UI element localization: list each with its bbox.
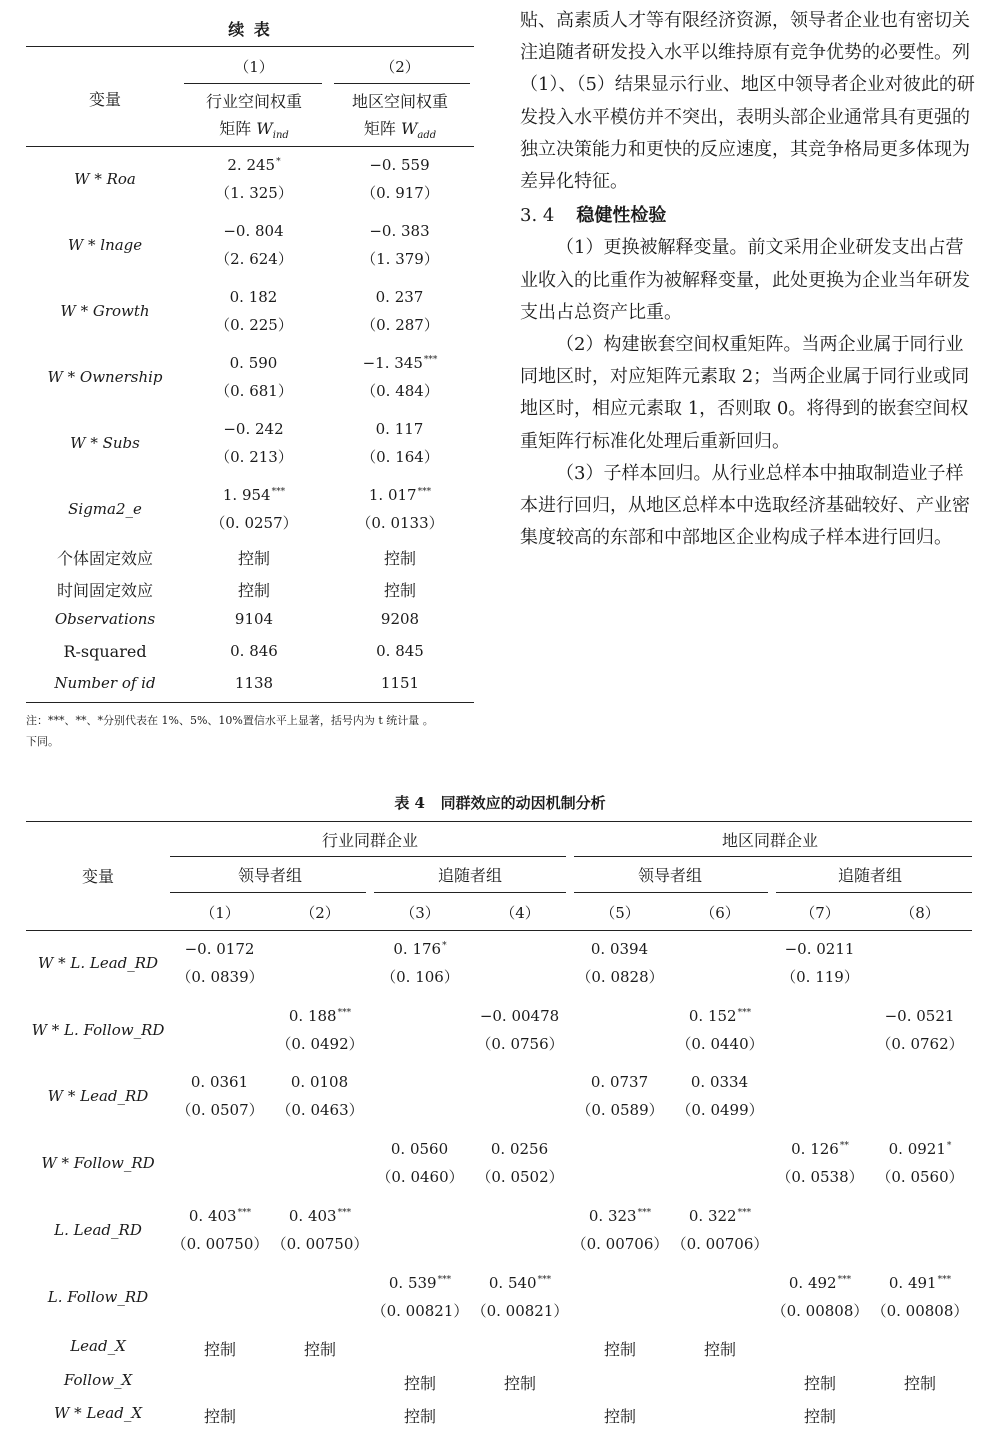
- table3-row-label: W * lnage: [67, 236, 143, 254]
- table4-se: （0. 0440）: [676, 1034, 764, 1053]
- table3-se: （2. 624）: [215, 250, 293, 268]
- table3-se: （0. 287）: [361, 316, 439, 334]
- table4-coef: 0. 491***: [888, 1273, 952, 1292]
- table3-col-num-1: （1）: [234, 58, 274, 76]
- table3-var-header: 变量: [88, 90, 122, 109]
- table3-row-label: 个体固定效应: [56, 549, 154, 568]
- table4-control-cell: 控制: [703, 1340, 737, 1359]
- table4-group-region: 地区同群企业: [721, 831, 819, 850]
- table4-coef: 0. 0921*: [888, 1140, 952, 1159]
- table3-coef: 0. 237: [375, 288, 424, 306]
- table4-control-cell: 控制: [903, 1373, 937, 1393]
- table4-row-label: L. Follow_RD: [47, 1287, 149, 1306]
- table4-row-label: W * L. Follow_RD: [31, 1020, 165, 1039]
- table4-se: （0. 0589）: [576, 1101, 664, 1120]
- table4-sub-rule-3: [574, 892, 768, 893]
- table4-coef: 0. 0361: [190, 1073, 249, 1092]
- table4-group-industry: 行业同群企业: [321, 831, 419, 850]
- table4-group-rule-2: [574, 856, 972, 857]
- table3-row-label: R-squared: [63, 642, 147, 661]
- table3-continued-title: 续 表: [228, 20, 272, 39]
- table4-row-label: W * Lead_X: [53, 1404, 143, 1422]
- table4-row-label: Follow_X: [63, 1370, 133, 1389]
- table3-coef: −0. 383: [369, 222, 430, 240]
- table3-col-name-1b: 矩阵 $W_{ind}$: [219, 119, 289, 142]
- table4-subgroup-1: 领导者组: [237, 866, 303, 885]
- table3-row-label: W * Subs: [70, 434, 140, 452]
- table3-row-label: W * Roa: [74, 170, 136, 188]
- table4-control-cell: 控制: [803, 1407, 837, 1426]
- table4-se: （0. 00750）: [171, 1234, 269, 1253]
- table3-coef: 2. 245*: [227, 156, 281, 174]
- table4-se: （0. 00821）: [471, 1301, 569, 1320]
- table4-coef: 0. 188***: [288, 1006, 352, 1025]
- table4-coef: 0. 492***: [788, 1273, 852, 1292]
- table3-row-label: W * Ownership: [47, 368, 163, 386]
- table3-col-name-2: 地区空间权重: [351, 92, 449, 111]
- table3-cell: 0. 845: [376, 642, 424, 660]
- table4-se: （0. 0762）: [876, 1034, 964, 1053]
- table4-se: （0. 00808）: [771, 1301, 869, 1320]
- table4-col-num: （2）: [300, 904, 340, 922]
- table4-coef: 0. 176*: [393, 940, 447, 958]
- table3-col1-rule: [184, 83, 322, 84]
- table4-se: （0. 0499）: [676, 1101, 764, 1120]
- table4-row-label: W * Follow_RD: [41, 1154, 155, 1173]
- table4-se: （0. 00808）: [871, 1301, 969, 1320]
- table4-se: （0. 0507）: [176, 1101, 264, 1120]
- table4-control-cell: 控制: [203, 1340, 237, 1359]
- table3-coef: −0. 559: [369, 156, 430, 174]
- table3-note-2: 下同。: [26, 735, 59, 748]
- table3-coef: −0. 242: [223, 420, 284, 438]
- table4-top-rule: [26, 821, 972, 822]
- table3-se: （0. 0133）: [356, 514, 444, 532]
- table4-coef: −0. 0521: [884, 1006, 955, 1025]
- table3-cell: 9104: [234, 610, 274, 628]
- table4-coef: 0. 539***: [388, 1273, 452, 1292]
- table4-coef: 0. 0334: [690, 1073, 749, 1092]
- table4-se: （0. 0828）: [576, 968, 664, 986]
- table3-se: （0. 164）: [361, 448, 439, 466]
- table4-se: （0. 00821）: [371, 1301, 469, 1320]
- table4-control-cell: 控制: [403, 1407, 437, 1426]
- table4-coef: 0. 0737: [590, 1073, 649, 1092]
- table4-control-cell: 控制: [203, 1407, 237, 1426]
- table4-se: （0. 00750）: [271, 1234, 369, 1253]
- table4-control-cell: 控制: [803, 1373, 837, 1393]
- table3-cell: 1151: [380, 674, 420, 692]
- table3-cell: 0. 846: [230, 642, 278, 660]
- table4-coef: −0. 0172: [184, 940, 255, 958]
- table3-se: （0. 213）: [215, 448, 293, 466]
- table4-row-label: W * L. Lead_RD: [37, 954, 159, 972]
- table4-col-num: （5）: [600, 904, 640, 922]
- table3-row-label: 时间固定效应: [56, 581, 154, 600]
- table3-coef: −1. 345***: [362, 354, 438, 372]
- table3-se: （0. 681）: [215, 382, 293, 400]
- table3-header-rule: [26, 146, 474, 147]
- table3-cell: 控制: [237, 581, 271, 600]
- table3-row-label: Observations: [54, 610, 156, 628]
- table4-col-num: （8）: [900, 904, 940, 922]
- table4-se: （0. 00706）: [671, 1234, 769, 1253]
- table3-col-num-2: （2）: [380, 58, 420, 76]
- paragraph-3: （2）构建嵌套空间权重矩阵。当两企业属于同行业同地区时，对应矩阵元素取 2；当两企业属于同行业或同地区时，相应元素取 1，否则取 0。将得到的嵌套空间权重矩阵行标准化处理后重新回归。: [520, 334, 970, 452]
- table3-row-label: Sigma2_e: [68, 500, 142, 518]
- table3-cell: 控制: [383, 549, 417, 568]
- table4-se: （0. 0502）: [476, 1168, 564, 1187]
- table4-coef: 0. 323***: [588, 1206, 652, 1225]
- table4-sub-rule-4: [776, 892, 972, 893]
- table4-subgroup-3: 领导者组: [637, 866, 703, 885]
- table3-coef: 0. 182: [229, 288, 278, 306]
- table4-control-cell: 控制: [603, 1407, 637, 1426]
- table3-col2-rule: [334, 83, 470, 84]
- table4-se: （0. 106）: [381, 968, 459, 986]
- table4-coef: 0. 540***: [488, 1273, 552, 1292]
- table4-subgroup-4: 追随者组: [837, 866, 903, 885]
- table3-row-label: W * Growth: [60, 302, 150, 320]
- table3-se: （0. 917）: [361, 184, 439, 202]
- table3-se: （0. 0257）: [210, 514, 298, 532]
- table4-coef: 0. 403***: [188, 1206, 252, 1225]
- table4-coef: 0. 152***: [688, 1006, 752, 1025]
- table3-coef: 0. 117: [375, 420, 424, 438]
- table4-se: （0. 0460）: [376, 1168, 464, 1187]
- table4-control-cell: 控制: [503, 1373, 537, 1393]
- table4-coef: 0. 0394: [590, 940, 649, 958]
- table4-coef: 0. 322***: [688, 1206, 752, 1225]
- table4-col-num: （7）: [800, 904, 840, 922]
- table4-coef: 0. 0256: [490, 1140, 549, 1159]
- table3-col-name-1: 行业空间权重: [205, 92, 303, 111]
- table4-control-cell: 控制: [403, 1373, 437, 1393]
- table4-se: （0. 119）: [781, 968, 859, 986]
- table4-header-rule: [26, 930, 972, 931]
- paragraph-2: （1）更换被解释变量。前文采用企业研发支出占营业收入的比重作为被解释变量，此处更换为企业当年研发支出占总资产比重。: [520, 237, 970, 323]
- table4-var-header: 变量: [81, 867, 115, 886]
- table4-control-cell: 控制: [303, 1340, 337, 1359]
- table4-se: （0. 0492）: [276, 1034, 364, 1053]
- table3-coef: −0. 804: [223, 222, 284, 240]
- table4-sub-rule-1: [170, 892, 366, 893]
- table3-coef: 0. 590: [229, 354, 278, 372]
- table4-coef: 0. 0108: [290, 1073, 349, 1092]
- table4-coef: 0. 403***: [288, 1206, 352, 1225]
- table3-top-rule: [26, 46, 474, 47]
- table3-coef: 1. 954***: [222, 486, 286, 504]
- table4-title: 表 4 同群效应的动因机制分析: [394, 794, 606, 812]
- table4-coef: −0. 0211: [784, 940, 855, 958]
- paragraph-1: 贴、高素质人才等有限经济资源，领导者企业也有密切关注追随者研发投入水平以维持原有竞争优势的必要性。列（1）、（5）结果显示行业、地区中领导者企业对彼此的研发投入水平模仿并不突出，表明头部企业通常具有更强的独立决策能力和更快的反应速度，其竞争格局更多体现为差异化特征。: [520, 10, 975, 193]
- table3-cell: 控制: [383, 581, 417, 600]
- table3-cell: 控制: [237, 549, 271, 568]
- table4-se: （0. 0560）: [876, 1168, 964, 1187]
- table4-row-label: Lead_X: [70, 1337, 126, 1355]
- table3-row-label: Number of id: [54, 674, 156, 692]
- table4-col-num: （4）: [500, 904, 540, 922]
- table4-col-num: （1）: [200, 904, 240, 922]
- table4-coef: 0. 0560: [390, 1140, 449, 1159]
- table4-coef: −0. 00478: [479, 1006, 560, 1025]
- table4-row-label: W * Lead_RD: [47, 1087, 149, 1106]
- table4-se: （0. 0463）: [276, 1101, 364, 1120]
- table3-coef: 1. 017***: [368, 486, 432, 504]
- body-text: [520, 5, 975, 554]
- table4-row-label: L. Lead_RD: [54, 1220, 142, 1239]
- table4-se: （0. 0538）: [776, 1168, 864, 1187]
- table4-group-rule-1: [170, 856, 566, 857]
- table3-bottom-rule: [26, 702, 474, 703]
- table3-se: （0. 484）: [361, 382, 439, 400]
- paragraph-4: （3）子样本回归。从行业总样本中抽取制造业子样本进行回归，从地区总样本中选取经济基础较好、产业密集度较高的东部和中部地区企业构成子样本进行回归。: [520, 462, 970, 549]
- table4-se: （0. 00706）: [571, 1234, 669, 1253]
- table4-sub-rule-2: [374, 892, 566, 893]
- table4-col-num: （6）: [700, 904, 740, 922]
- table4-se: （0. 0839）: [176, 968, 264, 986]
- table4-control-cell: 控制: [603, 1340, 637, 1359]
- table4-se: （0. 0756）: [476, 1034, 564, 1053]
- table3-se: （0. 225）: [215, 316, 293, 334]
- table4-col-num: （3）: [400, 904, 440, 922]
- table3-note: 注：***、**、*分别代表在 1%、5%、10%置信水平上显著，括号内为 t 统计量 。: [26, 714, 434, 727]
- table4-coef: 0. 126**: [791, 1140, 849, 1159]
- table4-subgroup-2: 追随者组: [437, 866, 503, 885]
- table3-se: （1. 325）: [215, 184, 293, 202]
- section-heading: 3. 4 稳健性检验: [520, 205, 667, 227]
- table3-se: （1. 379）: [361, 250, 439, 268]
- table3-cell: 1138: [234, 674, 274, 692]
- table3-cell: 9208: [380, 610, 420, 628]
- table3-col-name-2b: 矩阵 $W_{add}$: [363, 119, 437, 142]
